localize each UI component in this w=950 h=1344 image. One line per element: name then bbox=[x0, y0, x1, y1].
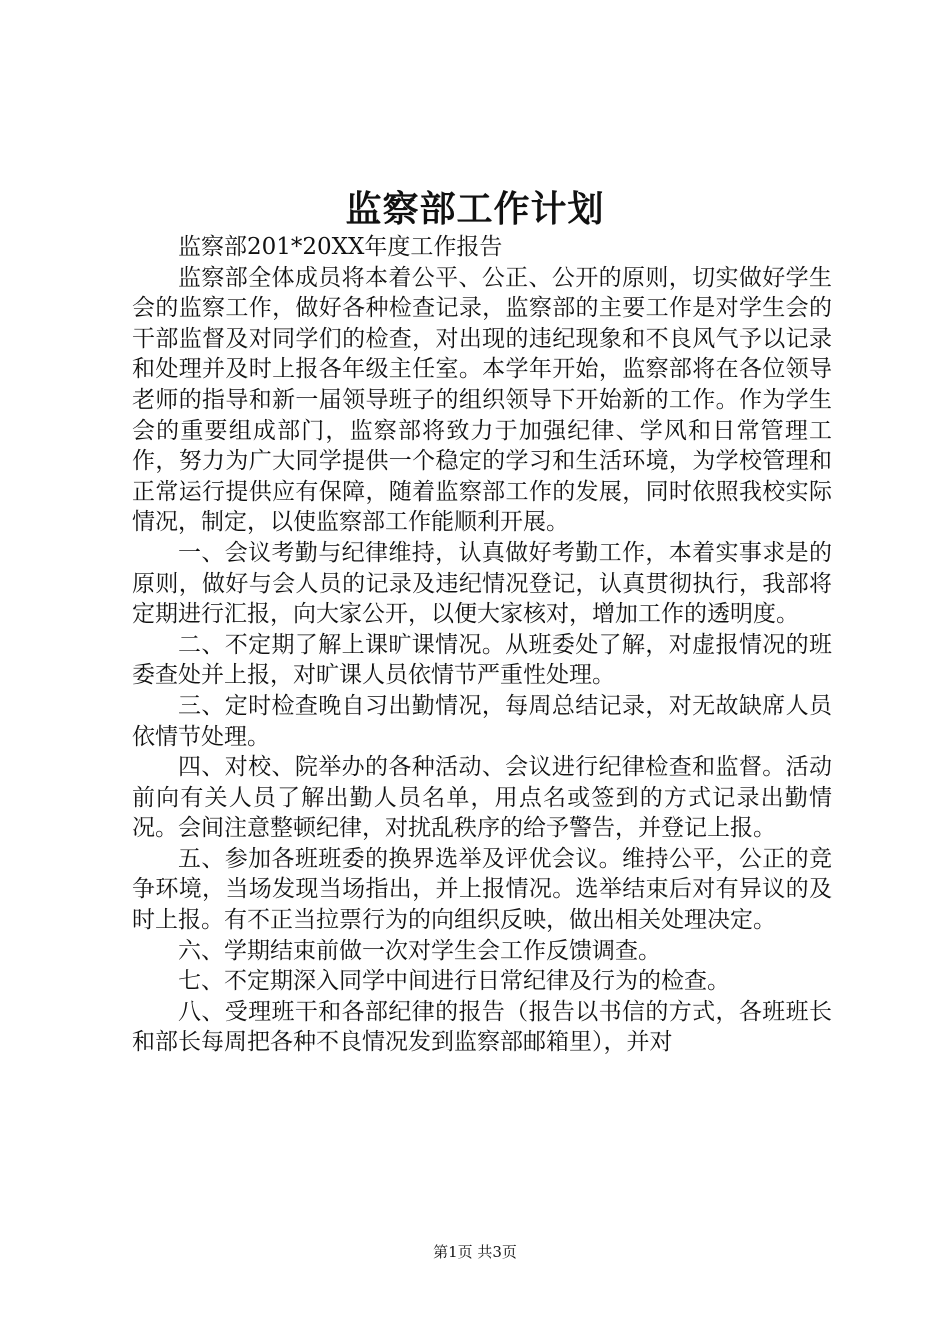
paragraph-item-8: 八、受理班干和各部纪律的报告（报告以书信的方式，各班班长和部长每周把各种不良情况发到监察部邮箱里），并对 bbox=[132, 998, 832, 1056]
paragraph-item-6: 六、学期结束前做一次对学生会工作反馈调查。 bbox=[178, 937, 661, 964]
page-number-footer: 第1页 共3页 bbox=[433, 1243, 517, 1261]
document-title: 监察部工作计划 bbox=[345, 188, 605, 230]
paragraph-item-5: 五、参加各班班委的换界选举及评优会议。维持公平，公正的竞争环境，当场发现当场指出，并上报情况。选举结束后对有异议的及时上报。有不正当拉票行为的向组织反映，做出相关处理决定。 bbox=[132, 845, 832, 934]
paragraph-item-4: 四、对校、院举办的各种活动、会议进行纪律检查和监督。活动前向有关人员了解出勤人员名单，用点名或签到的方式记录出勤情况。会间注意整顿纪律，对扰乱秩序的给予警告，并登记上报。 bbox=[132, 754, 832, 842]
paragraph-intro: 监察部全体成员将本着公平、公正、公开的原则，切实做好学生会的监察工作，做好各种检查记录，监察部的主要工作是对学生会的干部监督及对同学们的检查，对出现的违纪现象和不良风气予以记录和处理并及时上报各年级主任室。本学年开始，监察部将在各位领导老师的指导和新一届领导班子的组织领导下开始新的工作。作为学生会的重要组成部门，监察部将致力于加强纪律、学风和日常管理工作，努力为广大同学提供一个稳定的学习和生活环境，为学校管理和正常运行提供应有保障，随着监察部工作的发展，同时依照我校实际情况，制定，以使监察部工作能顺利开展。 bbox=[132, 264, 832, 536]
document-body bbox=[132, 232, 832, 1058]
paragraph-item-2: 二、不定期了解上课旷课情况。从班委处了解，对虚报情况的班委查处并上报，对旷课人员依情节严重性处理。 bbox=[132, 631, 832, 689]
paragraph-item-1: 一、会议考勤与纪律维持，认真做好考勤工作，本着实事求是的原则，做好与会人员的记录及违纪情况登记，认真贯彻执行，我部将定期进行汇报，向大家公开，以便大家核对，增加工作的透明度。 bbox=[132, 539, 832, 628]
paragraph-item-7: 七、不定期深入同学中间进行日常纪律及行为的检查。 bbox=[178, 968, 730, 995]
paragraph-report-heading: 监察部201*20XX年度工作报告 bbox=[178, 234, 503, 260]
paragraph-item-3: 三、定时检查晚自习出勤情况，每周总结记录，对无故缺席人员依情节处理。 bbox=[132, 692, 832, 750]
